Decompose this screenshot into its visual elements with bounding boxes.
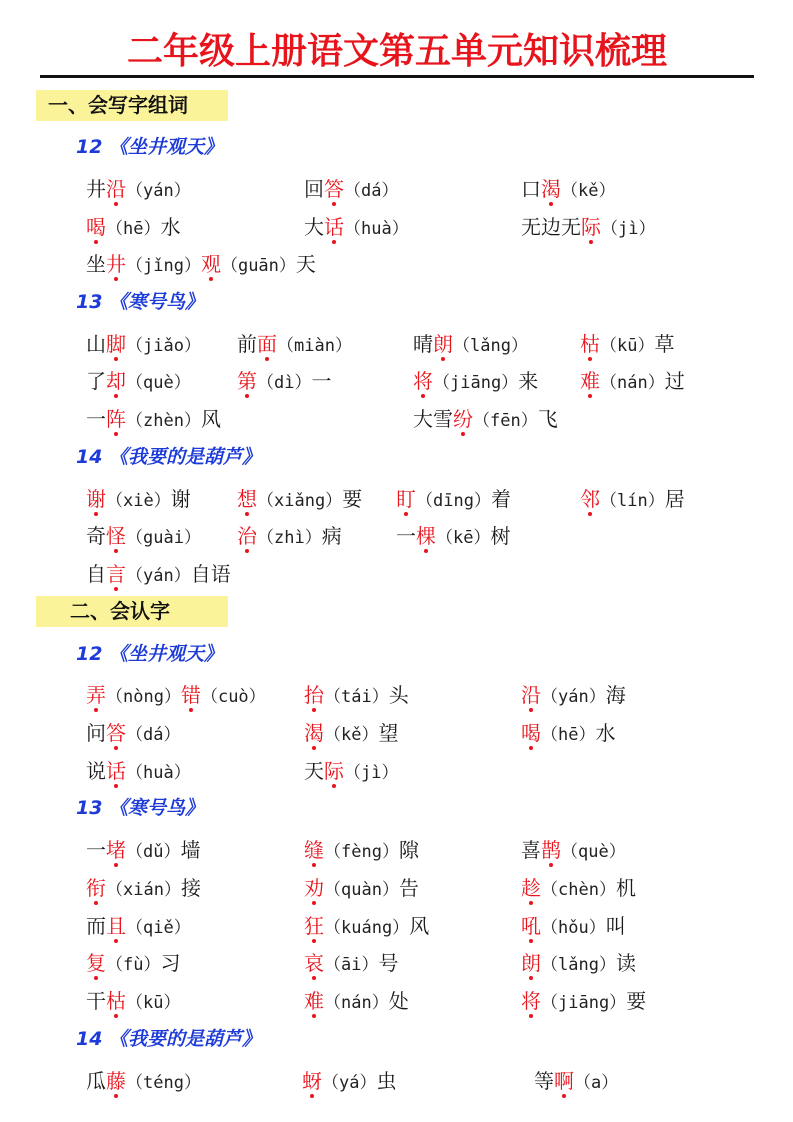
word-item: 等啊（a） [534, 1066, 618, 1096]
title-underline [40, 75, 754, 78]
word-item: 第（dì）一 [237, 366, 331, 396]
word-item: 山脚（jiǎo） [86, 329, 201, 359]
word-item: 一棵（kē）树 [396, 521, 510, 551]
lesson-heading-14: 14 《我要的是葫芦》 [76, 1028, 262, 1050]
word-item: 坐井（jǐng）观（guān）天 [86, 249, 316, 279]
lesson-heading-13: 13 《寒号鸟》 [76, 291, 205, 313]
page-title: 二年级上册语文第五单元知识梳理 [126, 30, 667, 72]
word-item: 瓜藤（téng） [86, 1066, 201, 1096]
word-item: 回答（dá） [304, 174, 398, 204]
word-item: 天际（jì） [304, 756, 398, 786]
word-item: 了却（què） [86, 366, 191, 396]
word-item: 口渴（kě） [521, 174, 615, 204]
word-item: 治（zhì）病 [237, 521, 342, 551]
word-item: 趁（chèn）机 [521, 873, 636, 903]
word-item: 将（jiāng）来 [413, 366, 538, 396]
word-item: 缝（fèng）隙 [304, 835, 419, 865]
word-item: 喝（hē）水 [86, 212, 180, 242]
word-item: 喜鹊（què） [521, 835, 626, 865]
lesson-heading-13: 13 《寒号鸟》 [76, 797, 205, 819]
word-item: 衔（xián）接 [86, 873, 201, 903]
word-item: 喝（hē）水 [521, 718, 615, 748]
word-item: 邻（lín）居 [580, 484, 685, 514]
word-item: 抬（tái）头 [304, 680, 409, 710]
section-heading-recognize: 二、会认字 [36, 596, 228, 627]
word-item: 难（nán）处 [304, 986, 409, 1016]
word-item: 难（nán）过 [580, 366, 685, 396]
word-item: 奇怪（guài） [86, 521, 201, 551]
word-item: 弄（nòng）错（cuò） [86, 680, 266, 710]
word-item: 自言（yán）自语 [86, 559, 231, 589]
word-item: 问答（dá） [86, 718, 180, 748]
word-item: 盯（dīng）着 [396, 484, 511, 514]
word-item: 哀（āi）号 [304, 948, 398, 978]
word-item: 谢（xiè）谢 [86, 484, 191, 514]
word-item: 大雪纷（fēn）飞 [413, 404, 558, 434]
word-item: 大话（huà） [304, 212, 409, 242]
word-item: 干枯（kū） [86, 986, 180, 1016]
word-item: 一阵（zhèn）风 [86, 404, 221, 434]
lesson-heading-14: 14 《我要的是葫芦》 [76, 446, 262, 468]
word-item: 而且（qiě） [86, 911, 191, 941]
word-item: 渴（kě）望 [304, 718, 398, 748]
word-item: 枯（kū）草 [580, 329, 674, 359]
lesson-heading-12: 12 《坐井观天》 [76, 643, 224, 665]
word-item: 劝（quàn）告 [304, 873, 419, 903]
word-item: 复（fù）习 [86, 948, 180, 978]
word-item: 狂（kuáng）风 [304, 911, 429, 941]
word-item: 一堵（dǔ）墙 [86, 835, 200, 865]
word-item: 井沿（yán） [86, 174, 191, 204]
section-heading-write: 一、会写字组词 [36, 90, 228, 121]
word-item: 无边无际（jì） [521, 212, 655, 242]
word-item: 沿（yán）海 [521, 680, 626, 710]
word-item: 蚜（yá）虫 [302, 1066, 396, 1096]
word-item: 想（xiǎng）要 [237, 484, 362, 514]
word-item: 说话（huà） [86, 756, 191, 786]
lesson-heading-12: 12 《坐井观天》 [76, 136, 224, 158]
word-item: 前面（miàn） [237, 329, 352, 359]
word-item: 晴朗（lǎng） [413, 329, 528, 359]
word-item: 将（jiāng）要 [521, 986, 646, 1016]
word-item: 朗（lǎng）读 [521, 948, 636, 978]
word-item: 吼（hǒu）叫 [521, 911, 626, 941]
